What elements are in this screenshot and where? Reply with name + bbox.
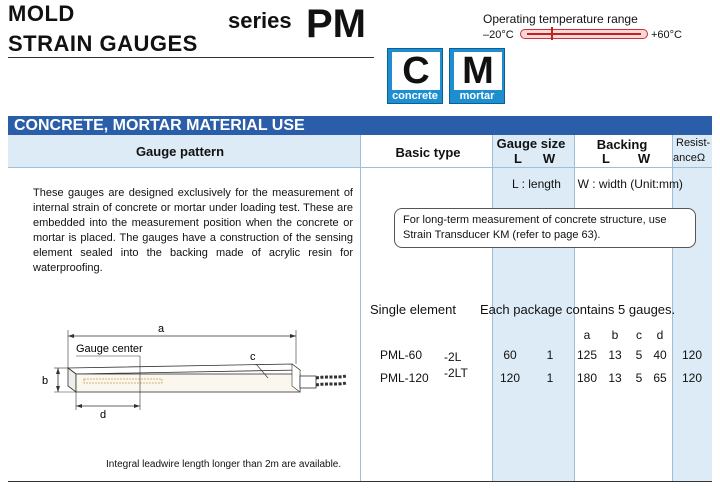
temperature-range-bar xyxy=(520,29,648,39)
row-dim-c: 5 xyxy=(635,371,643,385)
dimension-header-c: c xyxy=(636,328,642,342)
lead-wire-1 xyxy=(316,376,346,378)
row-gauge-l: 60 xyxy=(503,348,517,362)
row-dim-d: 40 xyxy=(653,348,667,362)
temperature-max: +60°C xyxy=(651,29,683,41)
header-resistance-line-2: anceΩ xyxy=(673,152,706,164)
dimension-header-b: b xyxy=(611,328,619,342)
row-dim-b: 13 xyxy=(608,371,622,385)
mortar-badge-icon xyxy=(449,48,505,104)
arrow-a-left xyxy=(68,334,74,338)
suffix-2l: -2L xyxy=(444,350,462,364)
row-dim-c: 5 xyxy=(635,348,643,362)
header-gauge-size-w: W xyxy=(542,151,556,166)
badge-label: mortar xyxy=(459,90,495,102)
arrow-a-right xyxy=(290,334,296,338)
dimension-header-a: a xyxy=(583,328,591,342)
row-type: PML-60 xyxy=(380,348,423,362)
row-type: PML-120 xyxy=(380,371,429,385)
series-code: PM xyxy=(306,2,366,46)
header-basic-type: Basic type xyxy=(395,145,461,160)
suffix-2lt: -2LT xyxy=(444,366,468,380)
row-resistance: 120 xyxy=(681,348,703,362)
label-c: c xyxy=(250,351,256,363)
gauge-body-front xyxy=(76,374,300,392)
concrete-badge-icon xyxy=(387,48,443,104)
header-backing-l: L xyxy=(602,151,610,166)
header-backing: Backing xyxy=(596,137,648,152)
title-line-1: MOLD xyxy=(8,1,75,26)
temperature-bar-tick xyxy=(551,27,553,40)
header-gauge-pattern: Gauge pattern xyxy=(135,144,225,159)
single-element-label: Single element xyxy=(370,302,456,317)
row-resistance: 120 xyxy=(681,371,703,385)
label-a: a xyxy=(158,323,165,335)
badge-label: concrete xyxy=(392,90,438,102)
row-dim-a: 180 xyxy=(576,371,598,385)
long-term-note: For long-term measurement of concrete structure, use Strain Transducer KM (refer to page 63). xyxy=(394,208,696,248)
temperature-bar-line xyxy=(527,33,641,35)
title-line-2: STRAIN GAUGES xyxy=(8,31,198,56)
header-resistance-line-1: Resist- xyxy=(676,137,711,149)
dimension-header-d: d xyxy=(656,328,664,342)
label-d: d xyxy=(100,409,107,421)
badge-letter: C xyxy=(392,52,440,90)
arrow-d-left xyxy=(76,404,82,408)
units-note: L : length W : width (Unit:mm) xyxy=(512,177,683,191)
label-b: b xyxy=(42,375,49,387)
header-gauge-size: Gauge size xyxy=(496,136,566,151)
lead-wire-2 xyxy=(316,383,346,385)
arrow-b-bottom xyxy=(56,386,60,392)
arrow-b-top xyxy=(56,368,60,374)
temperature-min: –20°C xyxy=(483,29,514,41)
temperature-label: Operating temperature range xyxy=(483,12,638,26)
row-dim-b: 13 xyxy=(608,348,622,362)
header-backing-w: W xyxy=(637,151,651,166)
header-gauge-size-l: L xyxy=(514,151,522,166)
lead-sleeve xyxy=(300,376,316,388)
gauge-dimension-diagram xyxy=(40,318,360,422)
title-underline xyxy=(8,57,374,58)
gauge-body-top xyxy=(68,364,300,374)
section-title: CONCRETE, MORTAR MATERIAL USE xyxy=(8,116,712,135)
column-divider xyxy=(360,135,361,482)
row-gauge-w: 1 xyxy=(546,348,554,362)
row-dim-d: 65 xyxy=(653,371,667,385)
footnote: Integral leadwire length longer than 2m are available. xyxy=(106,459,342,470)
description-text: These gauges are designed exclusively for the measurement of internal strain of concrete or mortar under loading test. These are embedded into the measurement position when the concrete or mortar is placed. The gauges have a construction of the sensing element sealed into the backing made of acrylic resin for waterproofing. xyxy=(33,187,353,274)
row-gauge-w: 1 xyxy=(546,371,554,385)
badge-letter: M xyxy=(454,52,502,90)
package-note: Each package contains 5 gauges. xyxy=(480,302,676,317)
label-gauge-center: Gauge center xyxy=(76,343,143,355)
table-bottom-rule xyxy=(8,481,712,482)
row-dim-a: 125 xyxy=(576,348,598,362)
series-word: series xyxy=(228,8,292,33)
arrow-d-right xyxy=(134,404,140,408)
row-gauge-l: 120 xyxy=(499,371,521,385)
